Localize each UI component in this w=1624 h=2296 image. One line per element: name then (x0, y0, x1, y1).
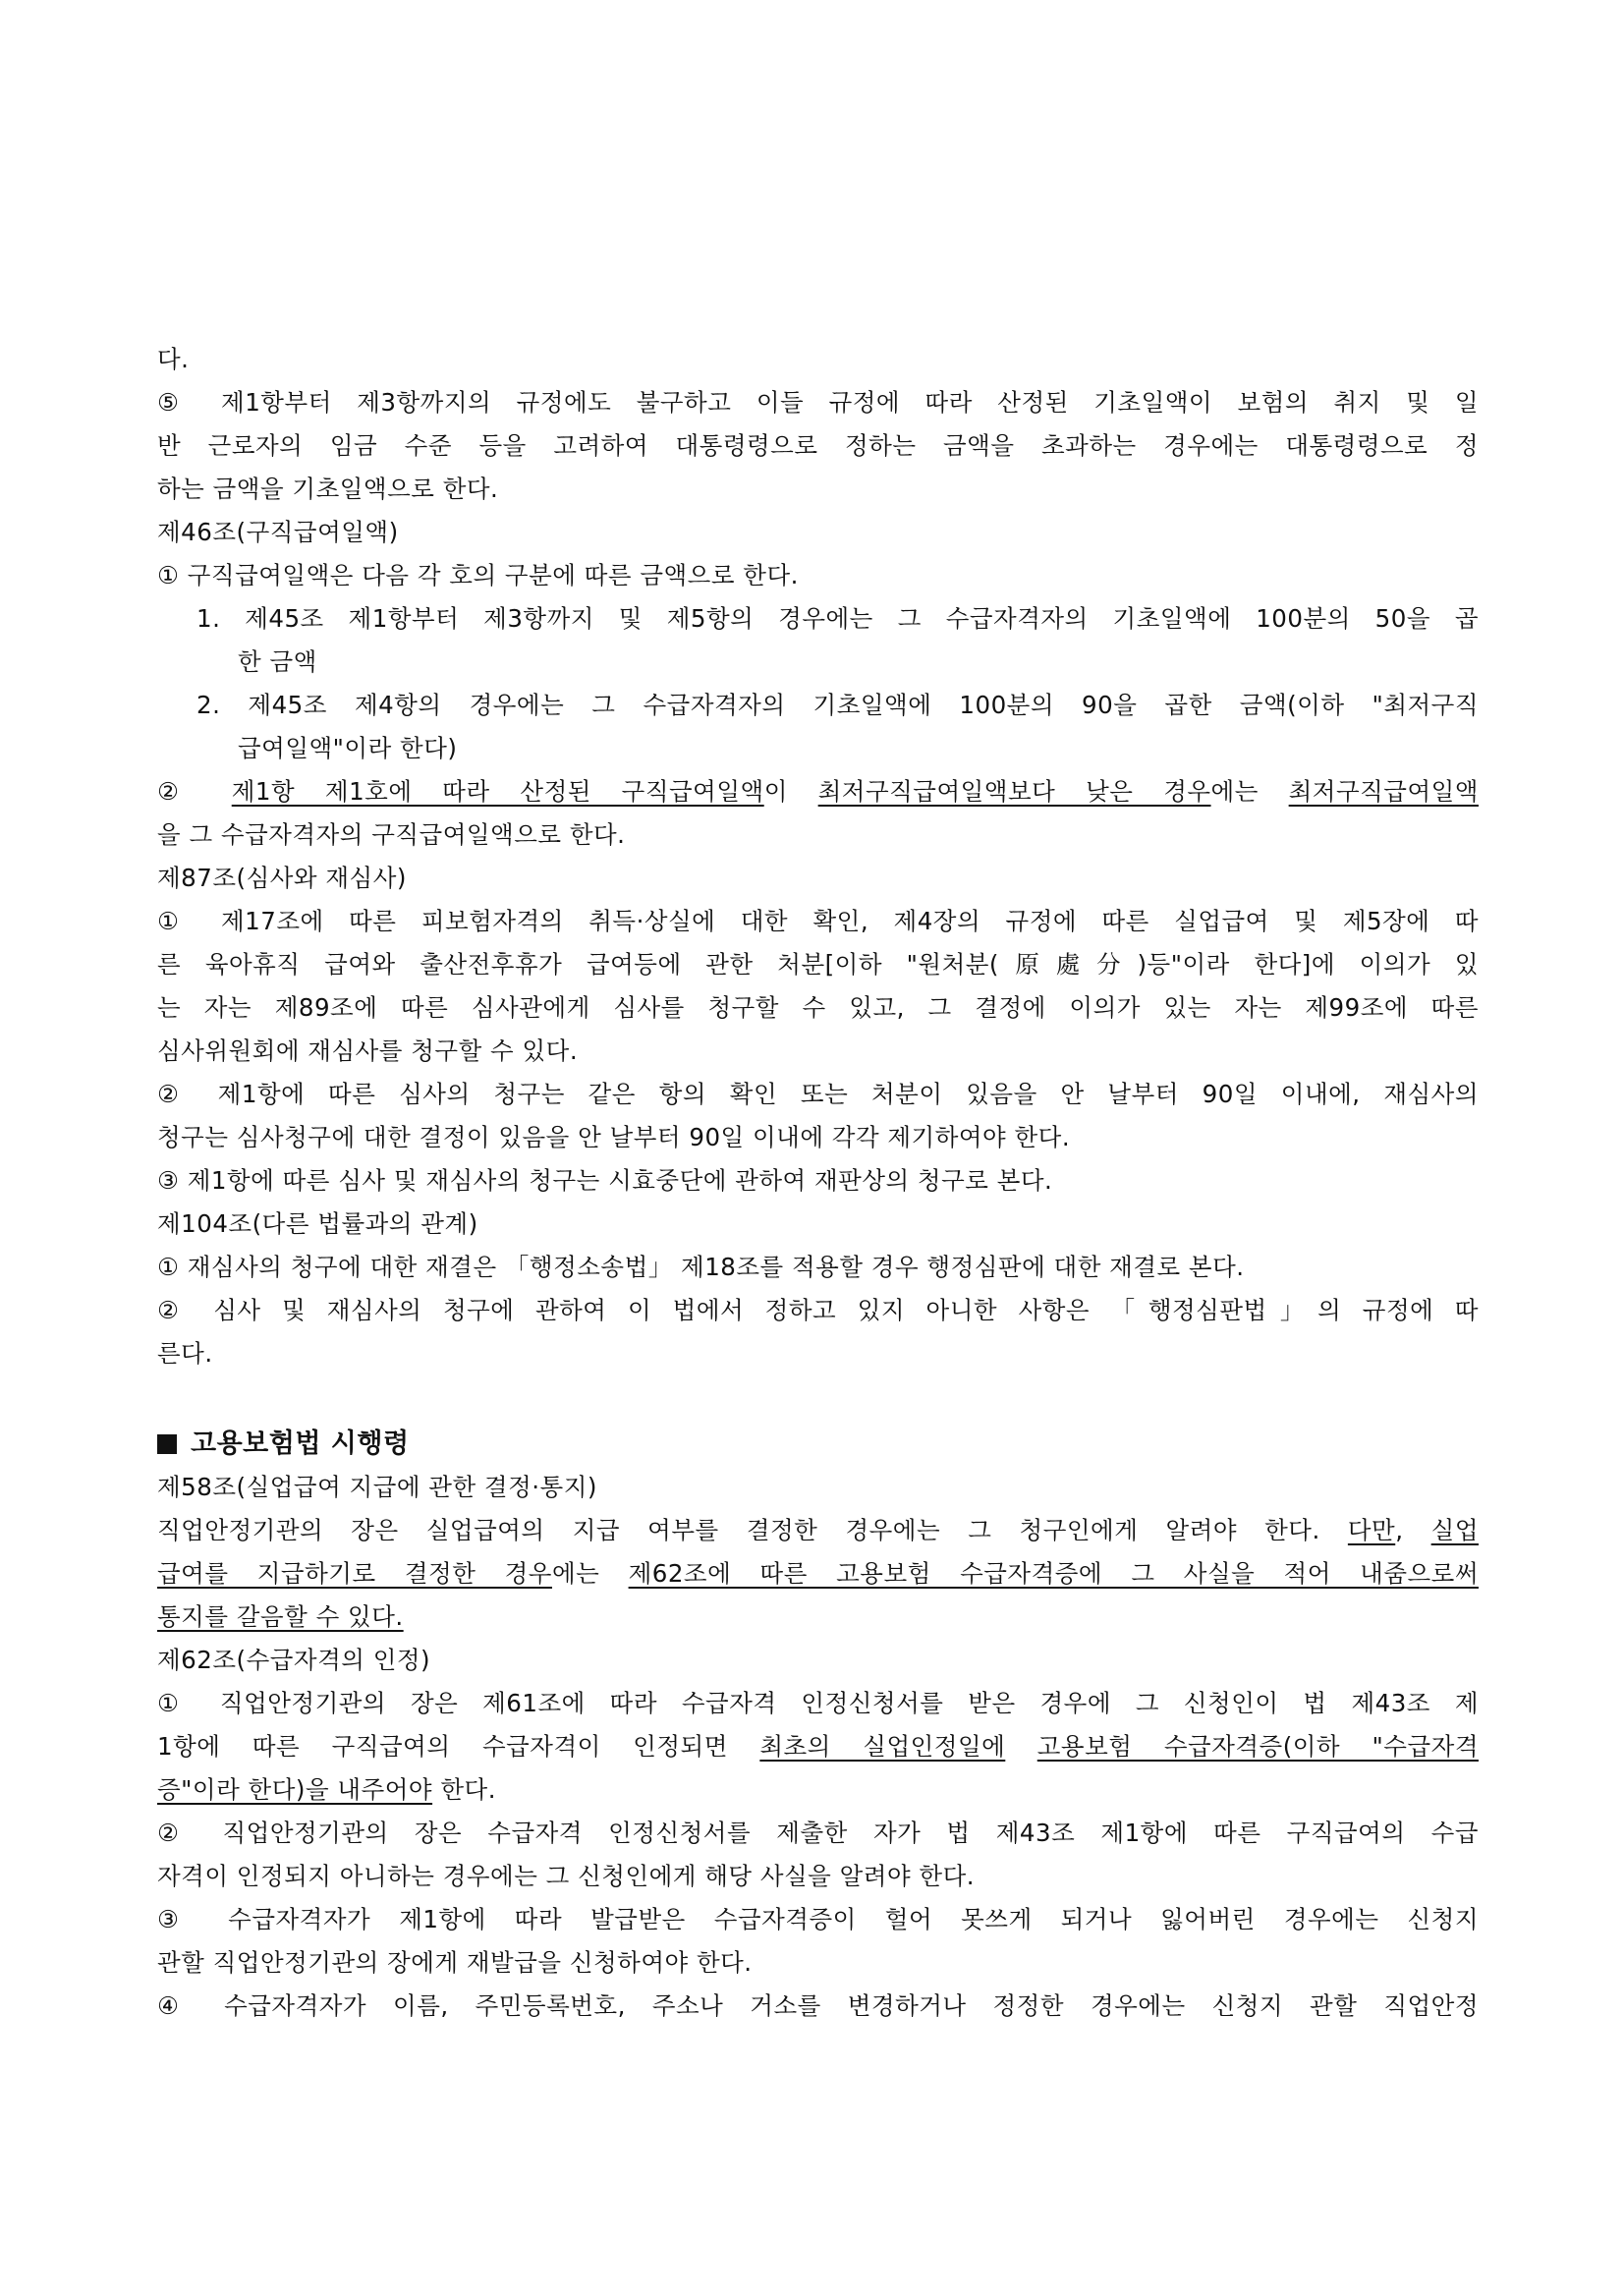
document-page (157, 338, 1479, 2028)
text-line: 심사위원회에 재심사를 청구할 수 있다. (157, 1036, 579, 1065)
text-line: 관할 직업안정기관의 장에게 재발급을 신청하여야 한다. (157, 1948, 753, 1977)
text-line (157, 770, 1479, 813)
text-line (157, 1725, 1479, 1768)
list-item: 2. 제45조 제4항의 경우에는 그 수급자격자의 기초일액에 100분의 90을 곱한 금액(이하 "최저구직 (196, 691, 1479, 719)
underlined-text: 급여를 지급하기로 결정한 경우 (157, 1559, 552, 1588)
text-span (1005, 1732, 1036, 1761)
underlined-text: 최초의 실업인정일에 (759, 1732, 1006, 1761)
underlined-text: 증"이라 한다)을 내주어야 (157, 1775, 433, 1804)
list-item-cont: 급여일액"이라 한다) (238, 734, 458, 762)
text-line (157, 1509, 1479, 1552)
text-line: 청구는 심사청구에 대한 결정이 있음을 안 날부터 90일 이내에 각각 제기하여야 한다. (157, 1123, 1071, 1151)
underlined-text: 최저구직급여일액 (1288, 777, 1479, 806)
text-line: ① 구직급여일액은 다음 각 호의 구분에 따른 금액으로 한다. (157, 561, 799, 589)
text-line: 는 자는 제89조에 따른 심사관에게 심사를 청구할 수 있고, 그 결정에 이의가 있는 자는 제99조에 따른 (157, 993, 1479, 1022)
text-line: 반 근로자의 임금 수준 등을 고려하여 대통령령으로 정하는 금액을 초과하는 경우에는 대통령령으로 정 (157, 431, 1479, 460)
underlined-text: 제62조에 따른 고용보험 수급자격증에 그 사실을 적어 내줌으로써 (628, 1559, 1479, 1588)
text-line: 을 그 수급자격자의 구직급여일액으로 한다. (157, 820, 626, 849)
text-line: 다. (157, 345, 190, 373)
article-title: 제46조(구직급여일액) (157, 518, 399, 546)
text-line: ③ 제1항에 따른 심사 및 재심사의 청구는 시효중단에 관하여 재판상의 청구로 본다. (157, 1166, 1053, 1195)
text-span: 에는 (551, 1559, 629, 1588)
text-line: ① 재심사의 청구에 대한 재결은 「행정소송법」 제18조를 적용할 경우 행정심판에 대한 재결로 본다. (157, 1253, 1245, 1281)
article-title: 제87조(심사와 재심사) (157, 864, 407, 892)
article-title: 제62조(수급자격의 인정) (157, 1646, 431, 1674)
text-line: ② 직업안정기관의 장은 수급자격 인정신청서를 제출한 자가 법 제43조 제1항에 따른 구직급여의 수급 (157, 1819, 1479, 1847)
underlined-text: 실업 (1430, 1516, 1479, 1544)
text-span: 에는 (1210, 777, 1289, 806)
text-line: ② 심사 및 재심사의 청구에 관하여 이 법에서 정하고 있지 아니한 사항은 「행정심판법」의 규정에 따 (157, 1296, 1479, 1324)
text-span: 1항에 따른 구직급여의 수급자격이 인정되면 (157, 1732, 760, 1761)
text-span: 이 (763, 777, 818, 806)
underlined-text: 통지를 갈음할 수 있다. (157, 1602, 404, 1631)
text-span: ② (157, 777, 232, 806)
text-span: 직업안정기관의 장은 실업급여의 지급 여부를 결정한 경우에는 그 청구인에게 알려야 한다. (157, 1516, 1348, 1544)
spacer (157, 1375, 1479, 1419)
underlined-text: 다만 (1347, 1516, 1396, 1544)
text-line (157, 1596, 1479, 1639)
list-item: 1. 제45조 제1항부터 제3항까지 및 제5항의 경우에는 그 수급자격자의 기초일액에 100분의 50을 곱 (196, 604, 1479, 633)
underlined-text: 최저구직급여일액보다 낮은 경우 (817, 777, 1211, 806)
text-line: ① 제17조에 따른 피보험자격의 취득·상실에 대한 확인, 제4장의 규정에 따른 실업급여 및 제5장에 따 (157, 907, 1479, 935)
section-title: 고용보험법 시행령 (191, 1428, 410, 1459)
underlined-text: 제1항 제1호에 따라 산정된 구직급여일액 (231, 777, 764, 806)
text-line (157, 1768, 1479, 1812)
text-line: ④ 수급자격자가 이름, 주민등록번호, 주소나 거소를 변경하거나 정정한 경우에는 신청지 관할 직업안정 (157, 1991, 1479, 2020)
text-line: ③ 수급자격자가 제1항에 따라 발급받은 수급자격증이 헐어 못쓰게 되거나 잃어버린 경우에는 신청지 (157, 1905, 1479, 1933)
article-title: 제58조(실업급여 지급에 관한 결정·통지) (157, 1473, 597, 1501)
text-line: 른 육아휴직 급여와 출산전후휴가 급여등에 관한 처분[이하 "원처분(原處分)등"이라 한다]에 이의가 있 (157, 950, 1479, 979)
text-line: 자격이 인정되지 아니하는 경우에는 그 신청인에게 해당 사실을 알려야 한다. (157, 1862, 976, 1890)
text-span: , (1395, 1516, 1431, 1544)
list-item-cont: 한 금액 (238, 647, 317, 676)
section-heading (157, 1423, 1479, 1466)
text-line: ① 직업안정기관의 장은 제61조에 따라 수급자격 인정신청서를 받은 경우에 그 신청인이 법 제43조 제 (157, 1689, 1479, 1717)
text-line: 하는 금액을 기초일액으로 한다. (157, 475, 499, 503)
underlined-text: 고용보험 수급자격증(이하 "수급자격 (1036, 1732, 1479, 1761)
text-span: 한다. (432, 1775, 496, 1804)
article-title: 제104조(다른 법률과의 관계) (157, 1209, 478, 1238)
text-line: ② 제1항에 따른 심사의 청구는 같은 항의 확인 또는 처분이 있음을 안 날부터 90일 이내에, 재심사의 (157, 1080, 1479, 1108)
text-line: 른다. (157, 1339, 213, 1368)
square-bullet-icon (157, 1434, 177, 1454)
text-line (157, 1552, 1479, 1596)
text-line: ⑤ 제1항부터 제3항까지의 규정에도 불구하고 이들 규정에 따라 산정된 기초일액이 보험의 취지 및 일 (157, 388, 1479, 417)
